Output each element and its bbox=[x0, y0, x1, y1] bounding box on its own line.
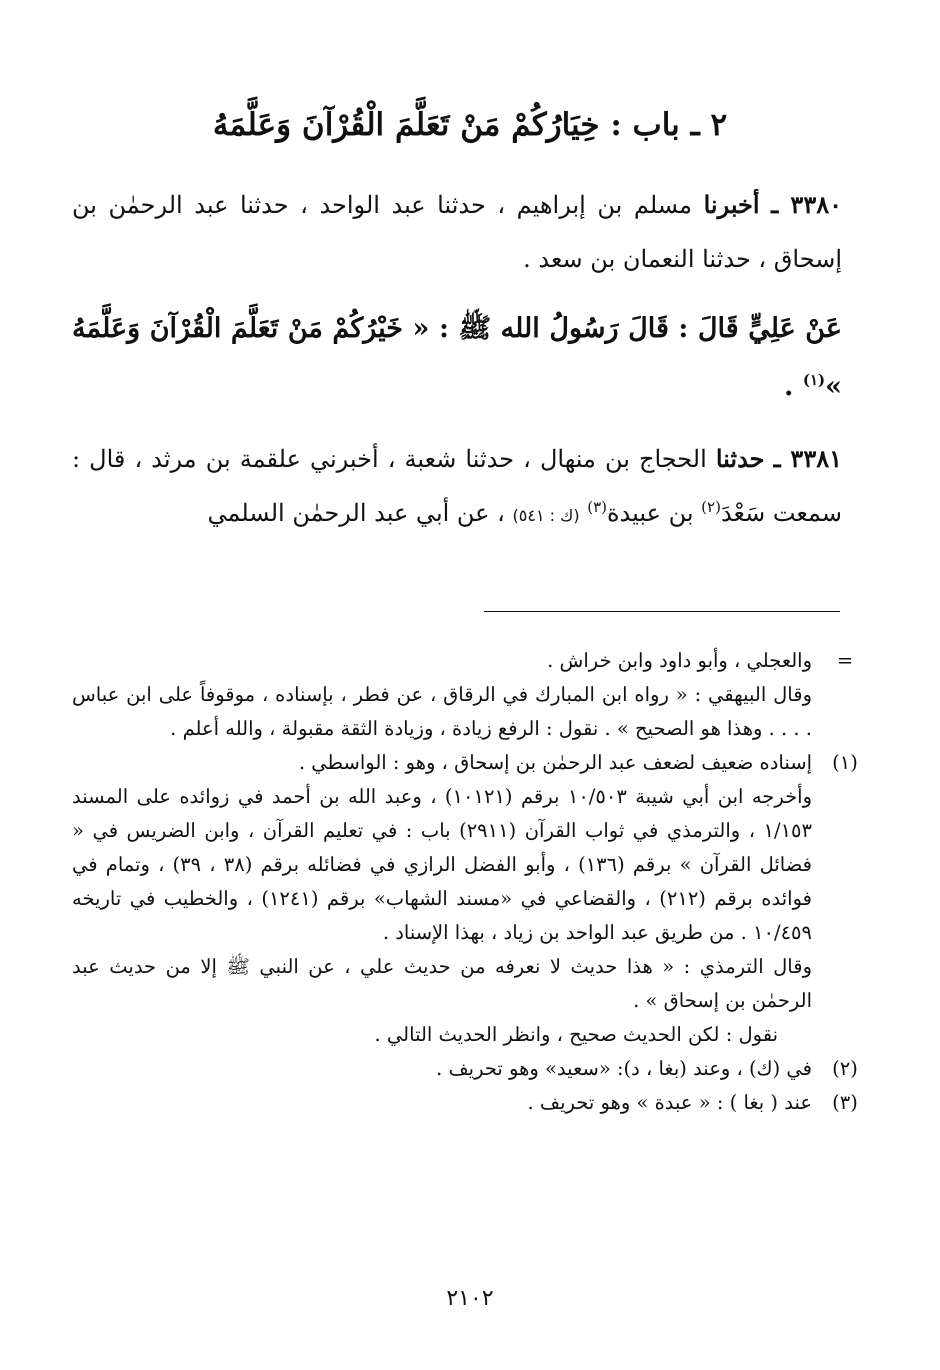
hadith-3380 bbox=[72, 178, 842, 286]
continuation-mark: = bbox=[836, 649, 854, 672]
footnote-separator bbox=[484, 611, 840, 612]
footnote-text: وقال البيهقي : « رواه ابن المبارك في الرقاق ، عن فطر ، بإسناده ، موقوفاً على ابن عباس . . . . وهذا هو الصحيح » . نقول : الرفع زيادة ، وزيادة الثقة مقبولة ، والله أعلم . bbox=[72, 683, 812, 740]
matn-close: » bbox=[825, 371, 842, 402]
hadith-isnad-part1: الحجاج بن منهال ، حدثنا شعبة ، أخبرني علقمة بن مرثد ، قال : سمعت سَعْدَ bbox=[72, 445, 842, 527]
footnote-text: وأخرجه ابن أبي شيبة ١٠/٥٠٣ برقم (١٠١٢١) ، وعبد الله بن أحمد في زوائده على المسند ١/١٥٣ ، والترمذي في ثواب القرآن (٢٩١١) باب : في تعليم القرآن ، وابن الضريس في « فضائل القرآن » برقم (١٣٦) ، وأبو الفضل الرازي في فضائله برقم (٣٨ ، ٣٩) ، وتمام في فوائده برقم (٢١٢) ، والقضاعي في «مسند الشهاب» برقم (١٢٤١) ، والخطيب في تاريخه ١٠/٤٥٩ . من طريق عبد الواحد بن زياد ، بهذا الإسناد . bbox=[72, 785, 812, 944]
footnote-1 bbox=[72, 746, 870, 1052]
matn-intro: عَنْ عَلِيٍّ قَالَ : قَالَ رَسُولُ الله ﷺ : « bbox=[412, 313, 842, 344]
matn-end: . bbox=[784, 371, 803, 402]
matn-text: خَيْرُكُمْ مَنْ تَعَلَّمَ الْقُرْآنَ وَعَلَّمَهُ bbox=[72, 313, 403, 344]
hadith-lead: أخبرنا bbox=[703, 190, 760, 219]
chapter-title: ٢ ـ باب : خِيَارُكُمْ مَنْ تَعَلَّمَ الْقُرْآنَ وَعَلَّمَهُ bbox=[212, 107, 728, 143]
hadith-lead: حدثنا bbox=[715, 444, 765, 473]
footnote-text: في (ك) ، وعند (بغا ، د): «سعيد» وهو تحريف . bbox=[436, 1057, 812, 1080]
footnote-text: والعجلي ، وأبو داود وابن خراش . bbox=[547, 649, 812, 672]
hadith-isnad-part2: بن عبيدة bbox=[606, 499, 702, 527]
footnote-ref-2[interactable]: (٢) bbox=[701, 498, 721, 516]
hadith-isnad-part3: ، عن أبي عبد الرحمٰن السلمي bbox=[207, 499, 505, 527]
footnote-text: إسناده ضعيف لضعف عبد الرحمٰن بن إسحاق ، وهو : الواسطي . bbox=[298, 751, 812, 774]
footnote-2 bbox=[72, 1052, 870, 1086]
footnote-3 bbox=[72, 1086, 870, 1120]
footnote-text: عند ( بغا ) : « عبدة » وهو تحريف . bbox=[527, 1091, 812, 1114]
page-number: ٢١٠٢ bbox=[446, 1286, 494, 1311]
hadith-number: ٣٣٨٠ ـ bbox=[771, 190, 842, 219]
hadith-3381 bbox=[72, 432, 842, 543]
hadith-number: ٣٣٨١ ـ bbox=[773, 444, 842, 473]
hadith-matn bbox=[72, 300, 842, 416]
footnote-ref-1[interactable]: (١) bbox=[802, 371, 826, 389]
footnote-text: وقال الترمذي : « هذا حديث لا نعرفه من حديث علي ، عن النبي ﷺ إلا من حديث عبد الرحمٰن بن إسحاق » . bbox=[72, 955, 812, 1012]
footnote-marker: (١) bbox=[832, 751, 858, 774]
hadith-isnad: مسلم بن إبراهيم ، حدثنا عبد الواحد ، حدثنا عبد الرحمٰن بن إسحاق ، حدثنا النعمان بن سعد . bbox=[72, 191, 842, 273]
footnote-continuation bbox=[72, 644, 870, 746]
footnotes bbox=[72, 644, 870, 1120]
footnote-text: نقول : لكن الحديث صحيح ، وانظر الحديث التالي . bbox=[374, 1023, 778, 1046]
footnote-ref-3[interactable]: (٣) bbox=[587, 498, 607, 516]
footnote-marker: (٣) bbox=[832, 1091, 858, 1114]
manuscript-ref: (ك : ٥٤١) bbox=[512, 506, 580, 525]
footnote-marker: (٢) bbox=[832, 1057, 858, 1080]
